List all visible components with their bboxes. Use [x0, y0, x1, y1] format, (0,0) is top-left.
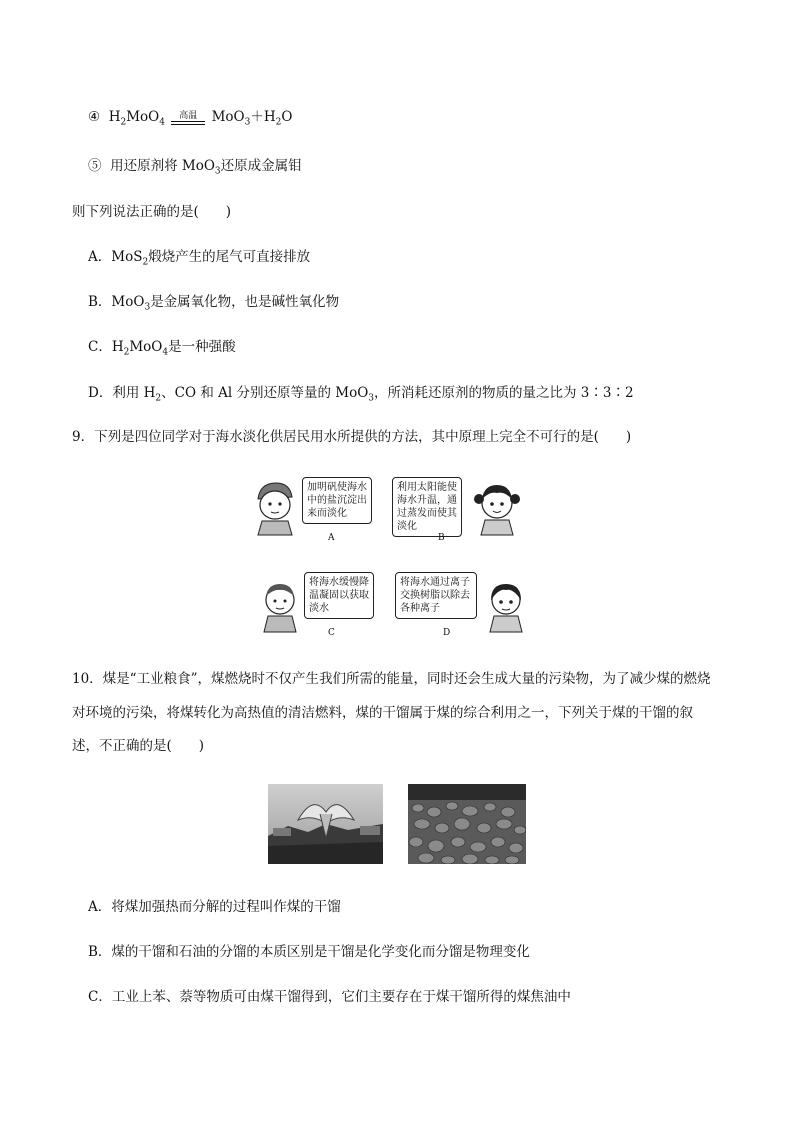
reaction-condition: 高温	[171, 111, 205, 125]
q10-option-a: A．将煤加强热而分解的过程叫作煤的干馏	[88, 899, 341, 915]
products: $MoO_3+H_2O$	[211, 109, 293, 128]
reactant: $H_2MoO_4$	[108, 109, 165, 128]
reaction-5: ⑤ 用还原剂将 MoO$_3$还原成金属钼	[88, 158, 302, 177]
question-10-line-3: 述，不正确的是( )	[72, 738, 205, 754]
coal-excavator-photo	[268, 784, 383, 864]
reaction-4	[88, 108, 292, 132]
figure-student-d	[393, 570, 533, 642]
student-boy-icon	[258, 576, 302, 634]
option-a: A．MoS$_2$煅烧产生的尾气可直接排放	[88, 249, 311, 268]
speech-bubble-b: 利用太阳能使海水升温，通过蒸发而使其淡化	[392, 477, 462, 537]
label-d: D	[443, 628, 451, 638]
figure-student-c	[258, 570, 388, 642]
question-10-line-1: 10．煤是“工业粮食”，煤燃烧时不仅产生我们所需的能量，同时还会生成大量的污染物，为了减少煤的燃烧	[72, 671, 711, 687]
option-d: D．利用 $H_2$、CO 和 Al 分别还原等量的 MoO$_3$，所消耗还原剂的物质的量之比为 3∶3∶2	[88, 385, 634, 404]
option-b: B．MoO$_3$是金属氧化物，也是碱性氧化物	[88, 294, 340, 313]
speech-bubble-d: 将海水通过离子交换树脂以除去各种离子	[395, 572, 477, 619]
label-c: C	[328, 628, 335, 638]
question-9-prompt: 9．下列是四位同学对于海水淡化供居民用水所提供的方法，其中原理上完全不可行的是( )	[72, 429, 632, 445]
student-girl-pigtails-icon	[472, 477, 522, 537]
student-boy-cap-icon	[250, 477, 300, 537]
figure-student-a	[250, 475, 380, 545]
option-c: C．$H_2MoO_4$是一种强酸	[88, 339, 236, 358]
question-8-prompt: 则下列说法正确的是( )	[72, 204, 232, 220]
q10-option-c: C．工业上苯、萘等物质可由煤干馏得到，它们主要存在于煤干馏所得的煤焦油中	[88, 989, 571, 1005]
coal-pile-photo	[408, 784, 526, 864]
reaction-number: ⑤	[88, 158, 102, 174]
speech-bubble-a: 加明矾使海水中的盐沉淀出来而淡化	[302, 477, 372, 524]
figure-student-b	[390, 475, 530, 545]
reaction-number: ④	[88, 109, 101, 125]
label-a: A	[328, 533, 335, 543]
question-10-line-2: 对环境的污染，将煤转化为高热值的清洁燃料，煤的干馏属于煤的综合利用之一，下列关于煤的干馏的叙	[72, 705, 693, 721]
student-girl-icon	[483, 576, 529, 634]
q10-option-b: B．煤的干馏和石油的分馏的本质区别是干馏是化学变化而分馏是物理变化	[88, 944, 530, 960]
label-b: B	[438, 533, 445, 543]
speech-bubble-c: 将海水缓慢降温凝固以获取淡水	[304, 572, 374, 619]
